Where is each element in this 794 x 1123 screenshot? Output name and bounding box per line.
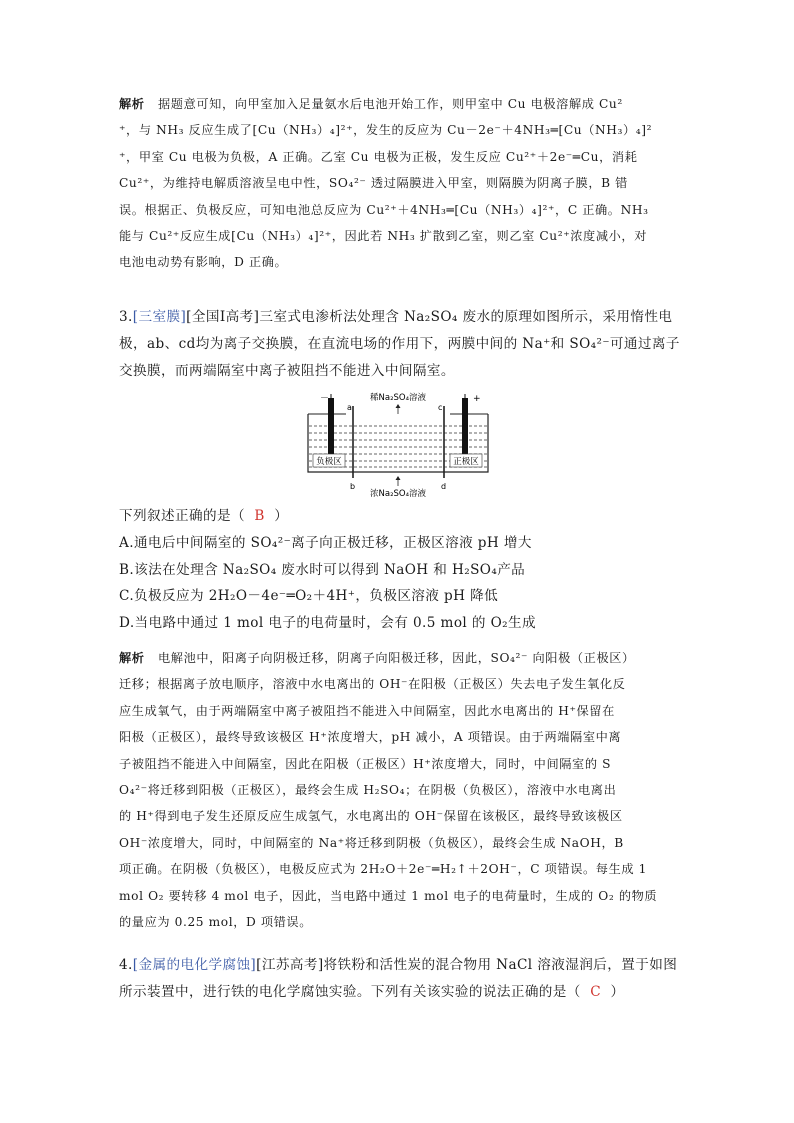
option-b: B.该法在处理含 Na₂SO₄ 废水时可以得到 NaOH 和 H₂SO₄产品	[119, 561, 526, 578]
analysis-line: 据题意可知，向甲室加入足量氨水后电池开始工作，则甲室中 Cu 电极溶解成 Cu²	[158, 97, 623, 111]
analysis-line: 能与 Cu²⁺反应生成[Cu（NH₃）₄]²⁺，因此若 NH₃ 扩散到乙室，则乙室 Cu²⁺浓度减小，对	[119, 228, 647, 243]
analysis-label: 解析	[119, 97, 145, 111]
analysis-line: 的量应为 0.25 mol，D 项错误。	[119, 914, 313, 929]
question-stem-line: 所示装置中，进行铁的电化学腐蚀实验。下列有关该实验的说法正确的是（	[119, 983, 581, 1000]
question-stem-line: 交换膜，而两端隔室中离子被阻挡不能进入中间隔室。	[119, 362, 455, 379]
analysis-line: 电解池中，阳离子向阴极迁移，阴离子向阳极迁移，因此，SO₄²⁻ 向阳极（正极区）	[158, 651, 635, 665]
minus-sign: －	[320, 394, 330, 404]
analysis-line: 的 H⁺得到电子发生还原反应生成氢气，水电离出的 OH⁻保留在该极区，最终导致该极区	[119, 809, 623, 824]
option-a: A.通电后中间隔室的 SO₄²⁻离子向正极迁移，正极区溶液 pH 增大	[119, 534, 532, 551]
membrane-label-a: a	[347, 403, 352, 412]
positive-electrode	[462, 398, 468, 460]
question-stem-line: 将铁粉和活性炭的混合物用 NaCl 溶液湿润后，置于如图	[323, 957, 678, 973]
question-tag: [金属的电化学腐蚀]	[132, 957, 257, 973]
negative-region-label: 负极区	[316, 457, 342, 467]
positive-region-label: 正极区	[453, 457, 479, 467]
question-prompt: 下列叙述正确的是（	[119, 508, 245, 524]
question-4-stem	[119, 952, 678, 1006]
negative-electrode	[328, 398, 334, 460]
analysis-line: ⁺，与 NH₃ 反应生成了[Cu（NH₃）₄]²⁺，发生的反应为 Cu－2e⁻＋4NH₃═[Cu（NH₃）₄]²	[119, 123, 653, 138]
electrodialysis-svg	[300, 392, 496, 500]
analysis-block-q2	[119, 91, 667, 276]
electrodialysis-diagram	[300, 392, 496, 500]
top-solution-label: 稀Na₂SO₄溶液	[370, 393, 426, 403]
plus-sign: +	[473, 394, 481, 404]
question-tag: [三室膜]	[132, 309, 187, 325]
question-source: [江苏高考]	[256, 957, 324, 973]
question-number: 3.	[119, 309, 133, 325]
answer-letter: B	[254, 508, 265, 524]
question-source: [全国Ⅰ高考]	[186, 309, 260, 325]
analysis-line: 子被阻挡不能进入中间隔室，因此在阳极（正极区）H⁺浓度增大，同时，中间隔室的 S	[119, 756, 612, 771]
analysis-line: 误。根据正、负极反应，可知电池总反应为 Cu²⁺＋4NH₃═[Cu（NH₃）₄]²⁺，C 正确。NH₃	[119, 202, 649, 217]
question-stem-line: 三室式电渗析法处理含 Na₂SO₄ 废水的原理如图所示，采用惰性电	[259, 309, 673, 325]
analysis-line: 电池电动势有影响，D 正确。	[119, 255, 288, 270]
question-number: 4.	[119, 957, 133, 973]
analysis-line: 迁移；根据离子放电顺序，溶液中水电离出的 OH⁻在阳极（正极区）失去电子发生氧化反	[119, 677, 626, 692]
membrane-label-c: c	[438, 403, 443, 412]
analysis-line: O₄²⁻将迁移到阳极（正极区），最终会生成 H₂SO₄；在阴极（负极区），溶液中水电离出	[119, 782, 617, 797]
analysis-line: 阳极（正极区），最终导致该极区 H⁺浓度增大，pH 减小，A 项错误。由于两端隔室中离	[119, 730, 622, 745]
question-prompt-end: ）	[610, 983, 625, 1000]
question-prompt-end: ）	[274, 508, 289, 524]
question-3-stem	[119, 304, 680, 384]
analysis-line: 应生成氧气，由于两端隔室中离子被阻挡不能进入中间隔室，因此水电离出的 H⁺保留在	[119, 703, 615, 718]
membrane-label-d: d	[441, 482, 447, 491]
analysis-block-q3	[119, 645, 667, 935]
question-stem-line: 极，ab、cd均为离子交换膜，在直流电场的作用下，两膜中间的 Na⁺和 SO₄²⁻可通过离子	[119, 335, 680, 352]
option-d: D.当电路中通过 1 mol 电子的电荷量时，会有 0.5 mol 的 O₂生成	[119, 615, 536, 632]
analysis-line: mol O₂ 要转移 4 mol 电子，因此，当电路中通过 1 mol 电子的电荷量时，生成的 O₂ 的物质	[119, 888, 658, 903]
bottom-solution-label: 浓Na₂SO₄溶液	[370, 489, 426, 499]
analysis-line: OH⁻浓度增大，同时，中间隔室的 Na⁺将迁移到阴极（负极区），最终会生成 NaOH，B	[119, 835, 624, 850]
answer-letter: C	[590, 983, 602, 1000]
membrane-label-b: b	[350, 482, 356, 491]
option-c: C.负极反应为 2H₂O－4e⁻═O₂＋4H⁺，负极区溶液 pH 降低	[119, 588, 499, 605]
analysis-line: 项正确。在阴极（负极区），电极反应式为 2H₂O＋2e⁻═H₂↑＋2OH⁻，C 项错误。每生成 1	[119, 862, 647, 877]
analysis-line: Cu²⁺，为维持电解质溶液呈电中性，SO₄²⁻ 透过隔膜进入甲室，则隔膜为阴离子膜，B 错	[119, 176, 628, 191]
question-3-options	[119, 503, 667, 637]
analysis-line: ⁺，甲室 Cu 电极为负极，A 正确。乙室 Cu 电极为正极，发生反应 Cu²⁺＋2e⁻═Cu，消耗	[119, 149, 638, 164]
analysis-label: 解析	[119, 651, 145, 665]
